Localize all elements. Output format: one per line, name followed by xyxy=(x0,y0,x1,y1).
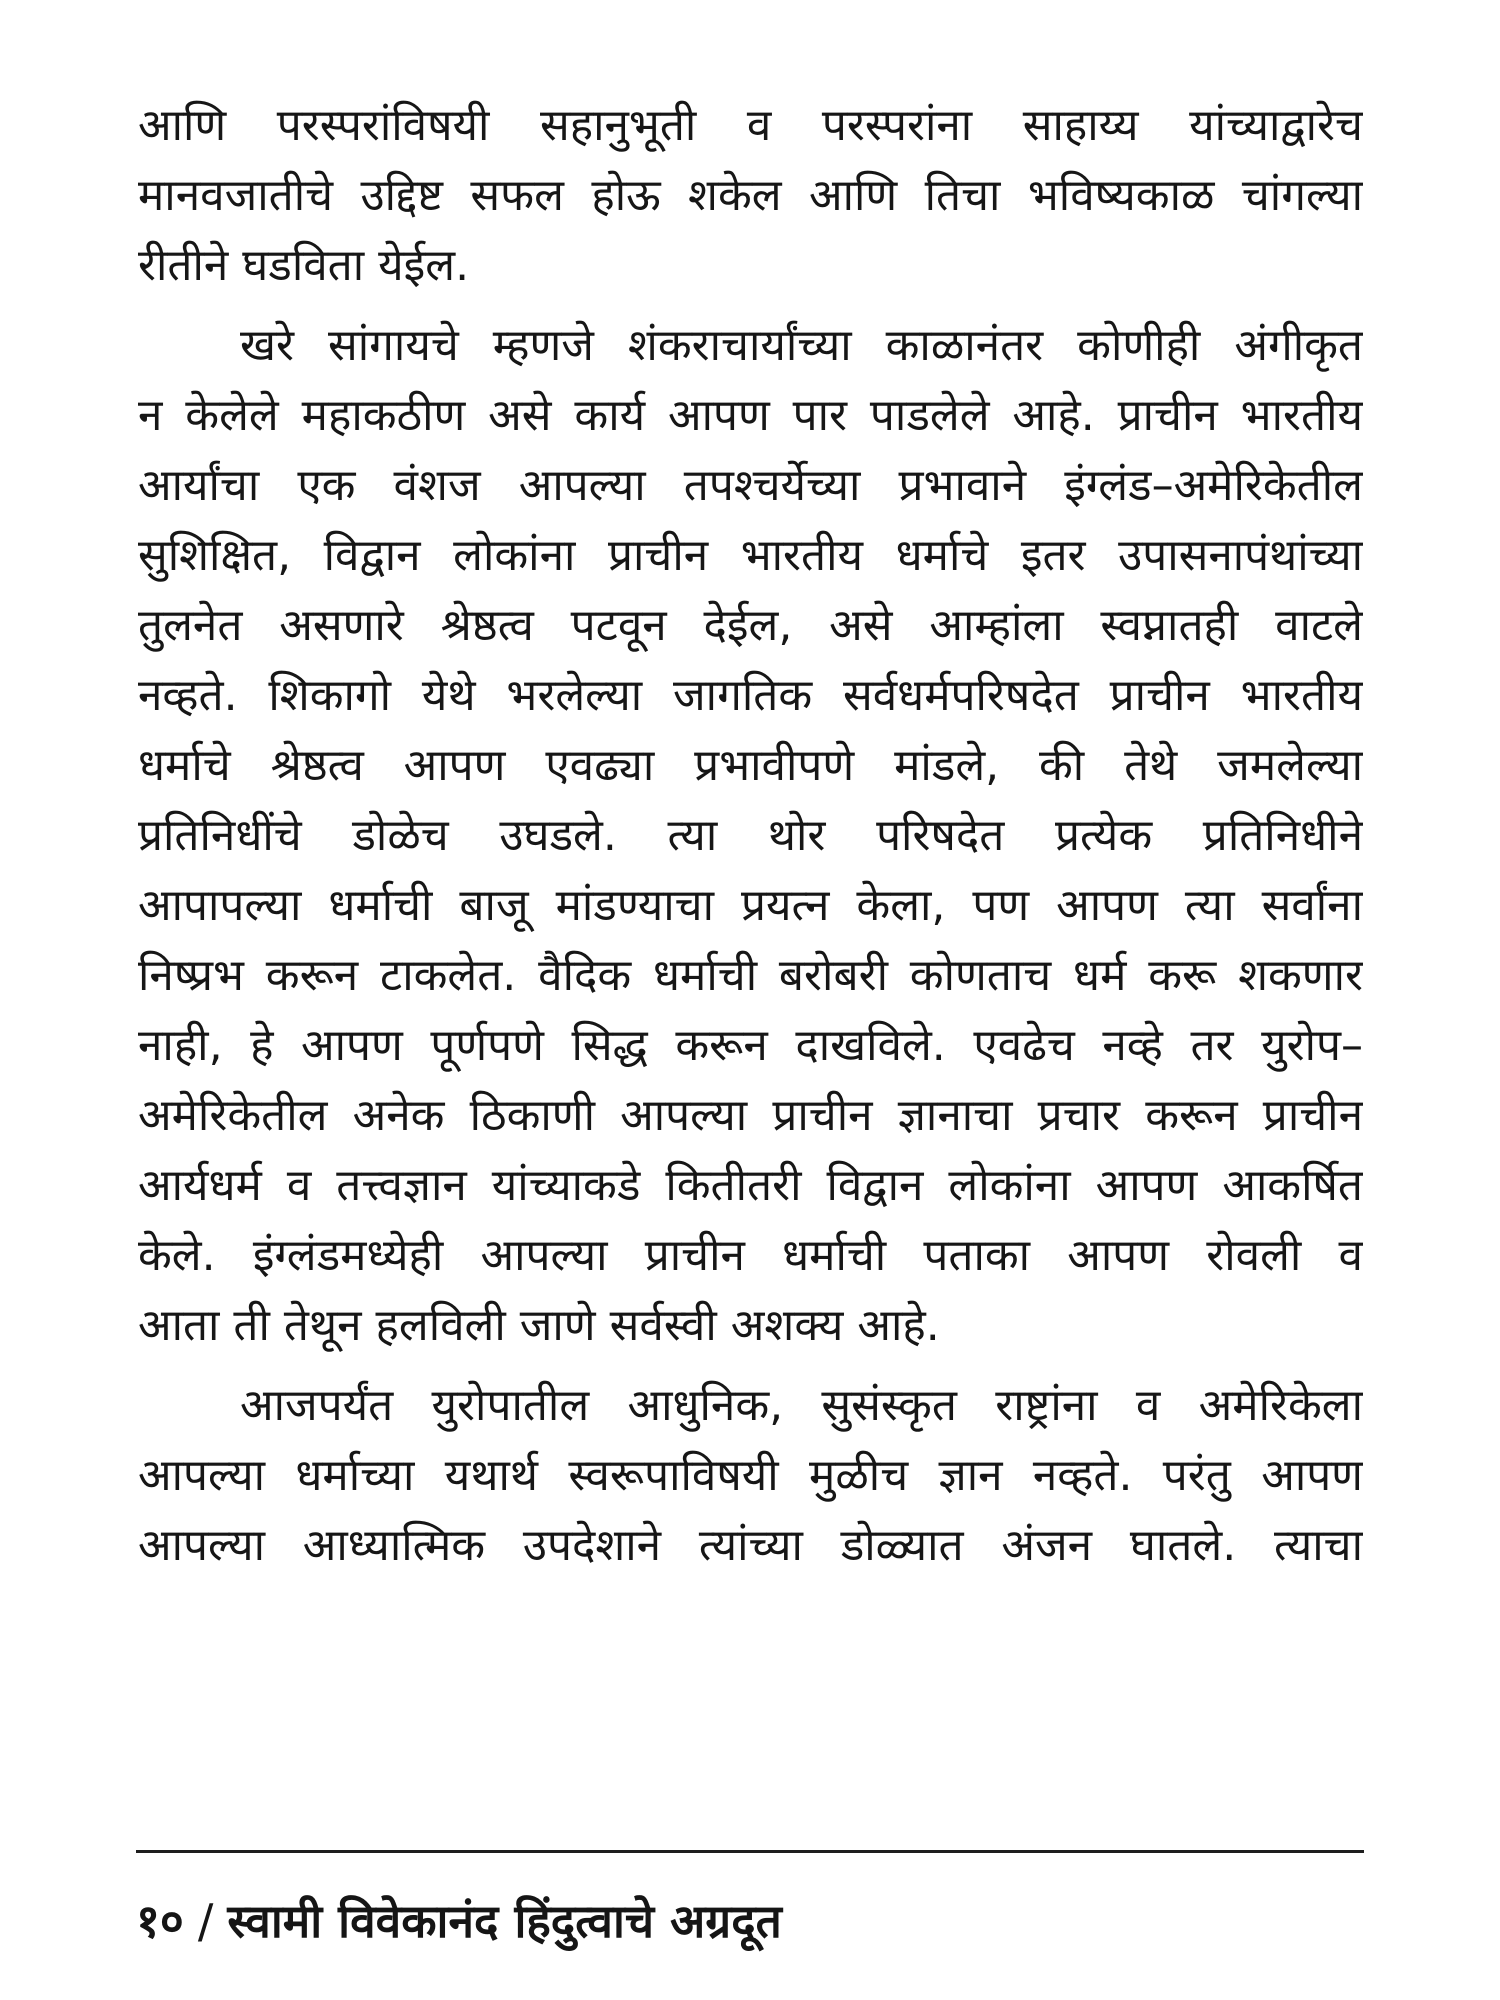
text-line: आर्यधर्म व तत्त्वज्ञान यांच्याकडे कितीतरी विद्वान लोकांना आपण आकर्षित xyxy=(138,1160,1363,1211)
text-line: मानवजातीचे उद्दिष्ट सफल होऊ शकेल आणि तिचा भविष्यकाळ चांगल्या xyxy=(138,170,1363,221)
text-line: धर्माचे श्रेष्ठत्व आपण एवढ्या प्रभावीपणे मांडले, की तेथे जमलेल्या xyxy=(138,740,1363,791)
text-line: आपल्या धर्माच्या यथार्थ स्वरूपाविषयी मुळीच ज्ञान नव्हते. परंतु आपण xyxy=(138,1450,1363,1501)
footer-separator: / xyxy=(197,1894,214,1948)
text-line: अमेरिकेतील अनेक ठिकाणी आपल्या प्राचीन ज्ञानाचा प्रचार करून प्राचीन xyxy=(138,1090,1363,1141)
book-title: स्वामी विवेकानंद हिंदुत्वाचे अग्रदूत xyxy=(227,1894,782,1948)
text-line: तुलनेत असणारे श्रेष्ठत्व पटवून देईल, असे आम्हांला स्वप्नातही वाटले xyxy=(138,600,1363,651)
text-line: केले. इंग्लंडमध्येही आपल्या प्राचीन धर्माची पताका आपण रोवली व xyxy=(138,1230,1363,1281)
text-line: प्रतिनिधींचे डोळेच उघडले. त्या थोर परिषदेत प्रत्येक प्रतिनिधीने xyxy=(138,810,1363,861)
text-line: निष्प्रभ करून टाकलेत. वैदिक धर्माची बरोबरी कोणताच धर्म करू शकणार xyxy=(138,950,1363,1001)
text-line: रीतीने घडविता येईल. xyxy=(138,240,470,291)
text-line: नव्हते. शिकागो येथे भरलेल्या जागतिक सर्वधर्मपरिषदेत प्राचीन भारतीय xyxy=(138,670,1363,721)
page-footer xyxy=(136,1886,782,1956)
text-line: सुशिक्षित, विद्वान लोकांना प्राचीन भारतीय धर्माचे इतर उपासनापंथांच्या xyxy=(138,530,1363,581)
text-line: आपापल्या धर्माची बाजू मांडण्याचा प्रयत्न केला, पण आपण त्या सर्वांना xyxy=(138,880,1363,931)
text-line: आर्यांचा एक वंशज आपल्या तपश्चर्येच्या प्रभावाने इंग्लंड–अमेरिकेतील xyxy=(138,460,1363,511)
text-line: आता ती तेथून हलविली जाणे सर्वस्वी अशक्य आहे. xyxy=(138,1300,940,1351)
text-line: आजपर्यंत युरोपातील आधुनिक, सुसंस्कृत राष्ट्रांना व अमेरिकेला xyxy=(240,1380,1363,1431)
page-number: १० xyxy=(136,1894,184,1948)
text-line: आपल्या आध्यात्मिक उपदेशाने त्यांच्या डोळ्यात अंजन घातले. त्याचा xyxy=(138,1520,1363,1571)
footer-divider xyxy=(136,1850,1364,1853)
text-line: आणि परस्परांविषयी सहानुभूती व परस्परांना साहाय्य यांच्याद्वारेच xyxy=(138,100,1363,151)
text-line: नाही, हे आपण पूर्णपणे सिद्ध करून दाखविले. एवढेच नव्हे तर युरोप– xyxy=(138,1020,1363,1071)
text-line: खरे सांगायचे म्हणजे शंकराचार्यांच्या काळानंतर कोणीही अंगीकृत xyxy=(240,320,1363,371)
text-line: न केलेले महाकठीण असे कार्य आपण पार पाडलेले आहे. प्राचीन भारतीय xyxy=(138,390,1363,441)
